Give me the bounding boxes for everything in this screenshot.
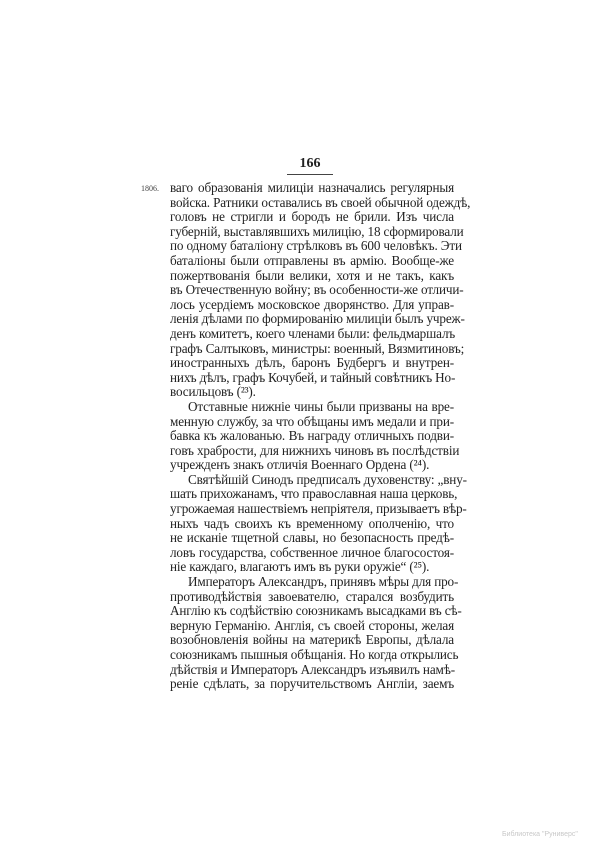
text-line: Англію къ содѣйствію союзникамъ высадками въ сѣ- <box>170 603 462 619</box>
text-line: нихъ дѣлъ, графъ Кочубей, и тайный совѣтникъ Но- <box>170 369 456 385</box>
header-rule <box>287 174 333 175</box>
text-line: ныхъ чадъ своихъ къ временному ополченію, что <box>170 515 454 531</box>
text-line: въ Отечественную войну; въ особенности-же отличи- <box>170 282 464 298</box>
margin-note-year: 1806. <box>141 184 159 193</box>
text-line: графъ Салтыковъ, министры: военный, Вязмитиновъ; <box>170 340 465 356</box>
text-line: противодѣйствія завоевателю, старался возбудить <box>170 588 454 604</box>
library-watermark: Библиотека "Руниверс" <box>502 831 578 838</box>
text-line: ніе каждаго, влагаютъ имъ въ руки оружіе“ (²⁵). <box>170 559 430 575</box>
text-line: восильцовъ (²³). <box>170 384 256 400</box>
body-text <box>170 180 471 692</box>
text-line: иностранныхъ дѣлъ, баронъ Будбергъ и внутрен- <box>170 355 454 371</box>
page-number: 166 <box>299 156 321 171</box>
text-line: головъ не стригли и бородъ не брили. Изъ числа <box>170 209 454 225</box>
text-line: пожертвованія были велики, хотя и не такъ, какъ <box>170 267 454 283</box>
text-line: войска. Ратники оставались въ своей обычной одеждѣ, <box>170 194 471 210</box>
text-line: Святѣйшій Синодъ предписалъ духовенству: „вну- <box>188 471 467 487</box>
text-line: реніе сдѣлать, за поручительствомъ Англіи, заемъ <box>170 676 454 692</box>
text-line: ленія дѣлами по формированію милиціи былъ учреж- <box>170 311 465 327</box>
text-line: баталіоны были отправлены въ армію. Вообще-же <box>170 252 454 268</box>
text-line: возобновленія войны на материкѣ Европы, дѣлала <box>170 632 454 648</box>
text-line: лось усердіемъ московское дворянство. Для управ- <box>170 296 454 312</box>
text-line: менную службу, за что обѣщаны имъ медали и при- <box>170 413 454 429</box>
text-line: по одному баталіону стрѣлковъ въ 600 человѣкъ. Эти <box>170 238 462 254</box>
text-line: не исканіе тщетной славы, но безопасность предѣ- <box>170 530 454 546</box>
text-line: дѣйствія и Императоръ Александръ изъявилъ намѣ- <box>170 661 455 677</box>
text-line: шать прихожанамъ, что православная наша церковь, <box>170 486 458 502</box>
text-line: денъ комитетъ, коего членами были: фельдмаршалъ <box>170 325 456 341</box>
text-line: ваго образованія милиціи назначались регулярныя <box>170 180 454 195</box>
text-line: верную Германію. Англія, съ своей стороны, желая <box>170 617 454 633</box>
text-line: говъ храбрости, для нижнихъ чиновъ въ послѣдствіи <box>170 442 460 458</box>
text-line: учрежденъ знакъ отличія Военнаго Ордена (²⁴). <box>170 457 430 473</box>
text-line: губерній, выставлявшихъ милицію, 18 сформировали <box>170 223 464 239</box>
text-line: бавка къ жалованью. Въ награду отличныхъ подви- <box>170 428 454 444</box>
text-line: ловъ государства, собственное личное благосостоя- <box>170 544 454 560</box>
text-line: Отставные нижніе чины были призваны на вре- <box>188 398 454 414</box>
text-line: союзникамъ пышныя обѣщанія. Но когда открылись <box>170 647 459 662</box>
text-line: Императоръ Александръ, принявъ мѣры для про- <box>188 574 459 590</box>
text-line: угрожаемая нашествіемъ непріятеля, призываетъ вѣр- <box>170 501 467 517</box>
